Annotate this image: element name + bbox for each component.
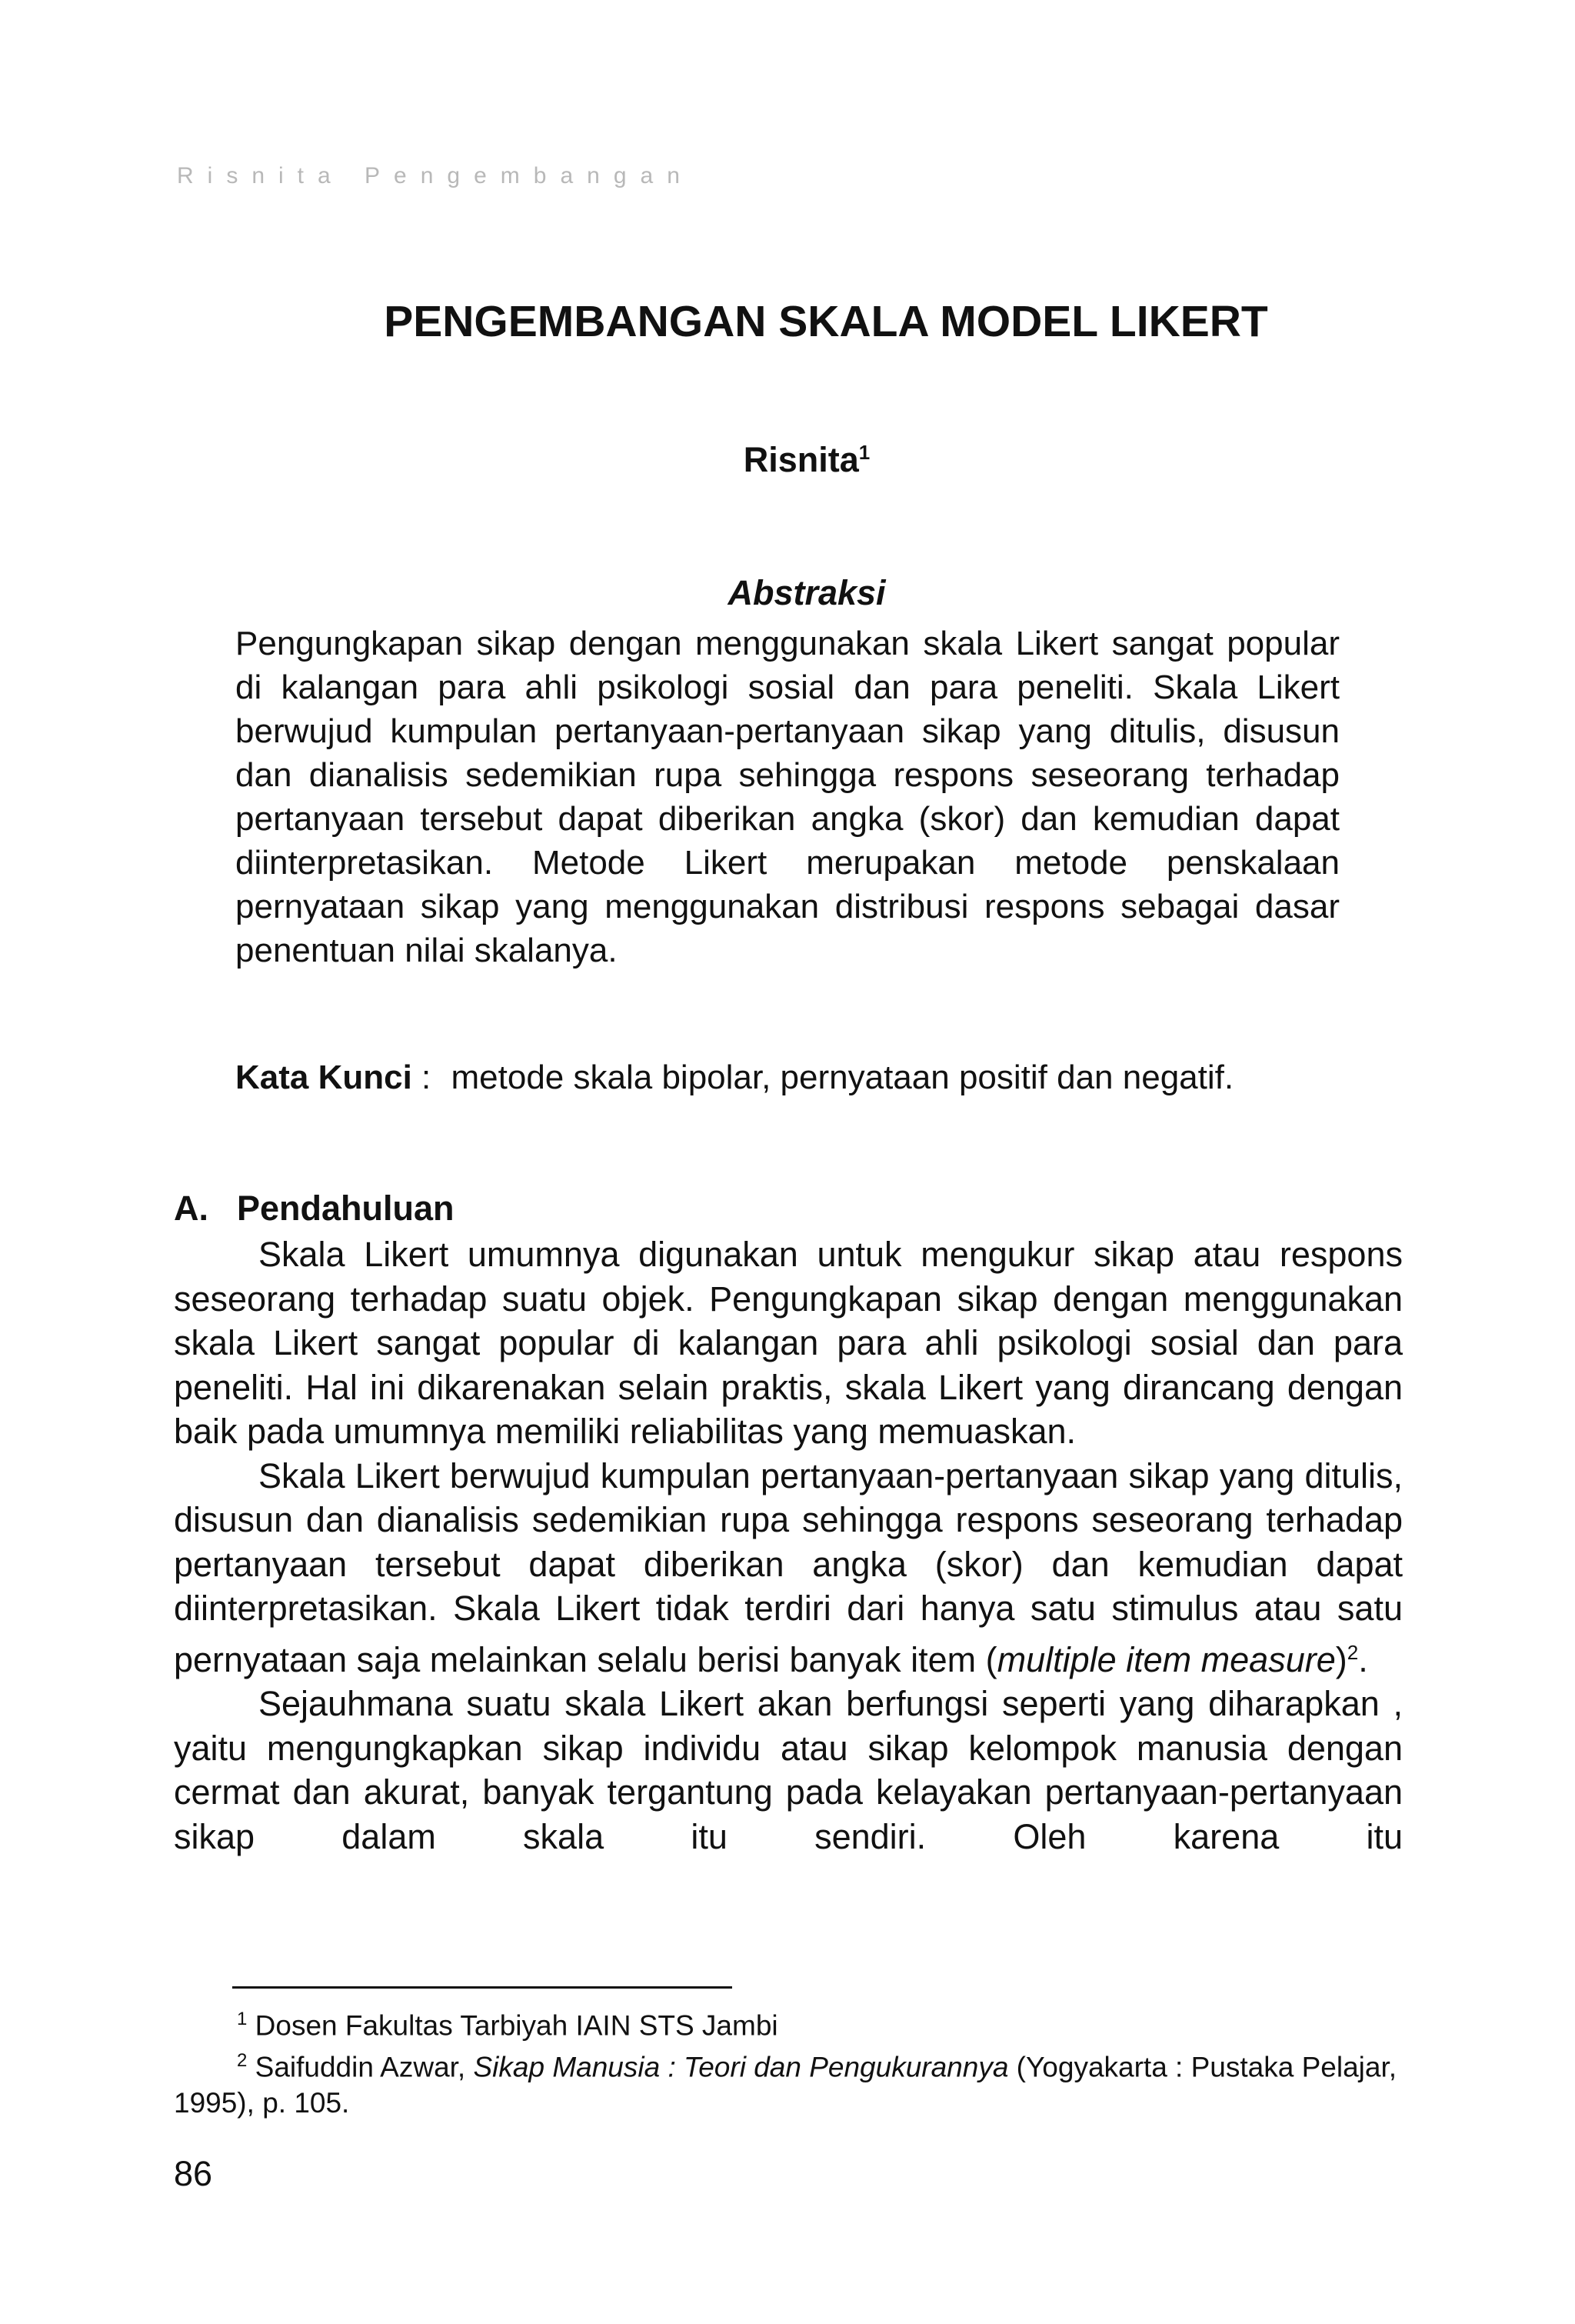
- paragraph-2-end: .: [1358, 1639, 1368, 1679]
- footnote-1-text: Dosen Fakultas Tarbiyah IAIN STS Jambi: [255, 2009, 778, 2042]
- paragraph-2-close: ): [1335, 1639, 1347, 1679]
- paragraph-2: [174, 1454, 1403, 1682]
- footnote-1-mark: 1: [237, 2009, 248, 2029]
- footnote-mark-2: 2: [1347, 1640, 1359, 1664]
- author-line: [0, 440, 1575, 480]
- footnote-2-italic: Sikap Manusia : Teori dan Pengukurannya: [473, 2051, 1009, 2083]
- footnote-2: [174, 2043, 1403, 2120]
- paragraph-3: Sejauhmana suatu skala Likert akan berfungsi seperti yang diharapkan , yaitu mengungkapkan sikap individu atau sikap kelompok manusia dengan cermat dan akurat, banyak tergantung pada kelayakan pertanyaan-pertanyaan sikap dalam skala itu sendiri. Oleh karena itu: [174, 1684, 1403, 1856]
- paragraph-1: Skala Likert umumnya digunakan untuk mengukur sikap atau respons seseorang terhadap suatu objek. Pengungkapan sikap dengan menggunakan skala Likert sangat popular di kalangan para ahli psikologi sosial dan para peneliti. Hal ini dikarenakan selain praktis, skala Likert yang dirancang dengan baik pada umumnya memiliki reliabilitas yang memuaskan.: [174, 1235, 1403, 1451]
- keywords-text: metode skala bipolar, pernyataan positif dan negatif.: [451, 1059, 1234, 1096]
- author-name: Risnita: [743, 440, 859, 479]
- paragraph-2-italic: multiple item measure: [997, 1639, 1336, 1679]
- section-title: Pendahuluan: [237, 1189, 455, 1228]
- section-number: A.: [174, 1189, 208, 1228]
- keywords: [235, 1055, 1340, 1099]
- keywords-colon: :: [411, 1059, 441, 1096]
- footnotes: [174, 2002, 1403, 2121]
- footnote-2-rest: (Yogyakarta : Pustaka Pelajar, 1995), p. 105.: [174, 2051, 1397, 2119]
- paragraph-2-text: Skala Likert berwujud kumpulan pertanyaan-pertanyaan sikap yang ditulis, disusun dan dianalisis sedemikian rupa sehingga respons seseorang terhadap pertanyaan tersebut dapat diberikan angka (skor) dan kemudian dapat diinterpretasikan. Skala Likert tidak terdiri dari hanya satu stimulus atau satu pernyataan saja melainkan selalu berisi banyak item (: [174, 1455, 1403, 1679]
- body-text: [174, 1232, 1403, 1859]
- page-title: PENGEMBANGAN SKALA MODEL LIKERT: [384, 297, 1268, 346]
- footnote-2-mark: 2: [237, 2050, 248, 2072]
- footnote-2-text: Saifuddin Azwar,: [255, 2051, 474, 2083]
- footnote-1: [174, 2002, 1403, 2043]
- abstract-heading: Abstraksi: [728, 573, 886, 612]
- keywords-label: Kata Kunci: [235, 1059, 412, 1096]
- page-number: 86: [174, 2154, 213, 2193]
- author-footnote-mark: 1: [858, 441, 871, 464]
- abstract-text: Pengungkapan sikap dengan menggunakan skala Likert sangat popular di kalangan para ahli psikologi sosial dan para peneliti. Skala Likert berwujud kumpulan pertanyaan-pertanyaan sikap yang ditulis, disusun dan dianalisis sedemikian rupa sehingga respons seseorang terhadap pertanyaan tersebut dapat diberikan angka (skor) dan kemudian dapat diinterpretasikan. Metode Likert merupakan metode penskalaan pernyataan sikap yang menggunakan distribusi respons sebagai dasar penentuan nilai skalanya.: [235, 625, 1340, 969]
- running-header: Risnita Pengembangan: [177, 163, 694, 188]
- section-heading: [174, 1189, 455, 1229]
- footnote-divider: [232, 1986, 732, 1989]
